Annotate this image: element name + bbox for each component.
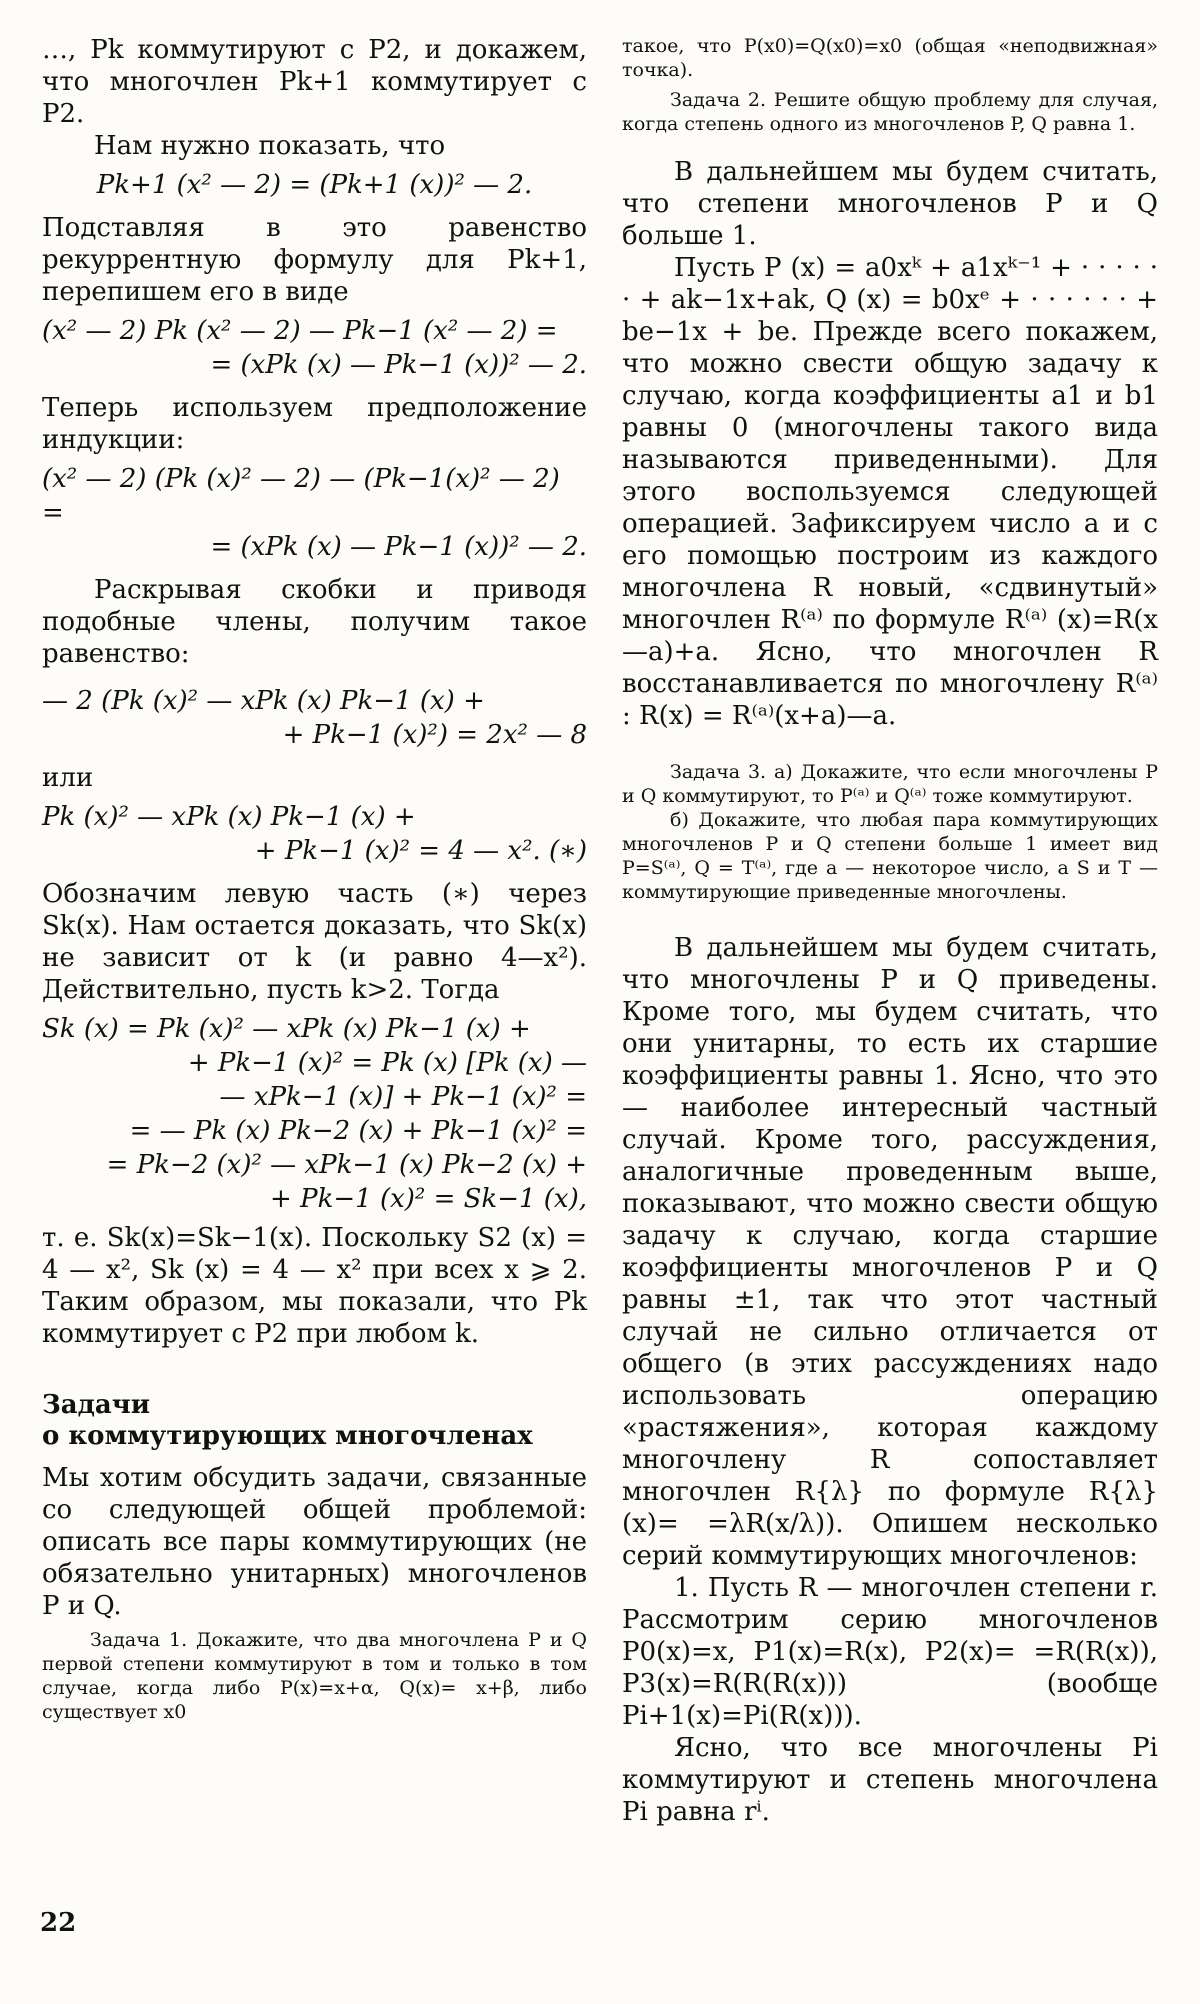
left-column xyxy=(42,34,587,1724)
task-3b: б) Докажите, что любая пара коммутирующих многочленов P и Q степени больше 1 имеет вид P=S⁽ᵃ⁾, Q = T⁽ᵃ⁾, где a — некоторое число, а S и T — коммутирующие приведенные многочлены. xyxy=(622,809,1158,903)
equation-5-line-1: Pk (x)² — xPk (x) Pk−1 (x) + xyxy=(42,802,416,832)
equation-1: Pk+1 (x² — 2) = (Pk+1 (x))² — 2. xyxy=(96,170,533,200)
paragraph-or: или xyxy=(42,763,94,793)
equation-6-line-3: — xPk−1 (x)] + Pk−1 (x)² = xyxy=(219,1082,587,1112)
equation-5-line-2: + Pk−1 (x)² = 4 — x². (∗) xyxy=(254,836,587,866)
paragraph-need-to-show: Нам нужно показать, что xyxy=(94,131,446,161)
right-column xyxy=(622,34,1158,1828)
section-heading-line-2: о коммутирующих многочленах xyxy=(42,1421,533,1451)
paragraph-reduced-unitary: В дальнейшем мы будем считать, что многочлены P и Q приведены. Кроме того, мы будем считать, что они унитарны, то есть их старшие коэффициенты равны 1. Ясно, что это — наиболее интересный частный случай. Кроме того, рассуждения, аналогичные проведенным выше, показывают, что можно свести общую задачу к случаю, когда старшие коэффициенты многочленов P и Q равны ±1, так что этот частный случай не сильно отличается от общего (в этих рассуждениях надо использовать операцию «растяжения», которая каждому многочлену R сопоставляет многочлен R{λ} по формуле R{λ} (x)= =λR(x/λ)). Опишем несколько серий коммутирующих многочленов: xyxy=(622,933,1158,1571)
paragraph-substituting: Подставляя в это равенство рекуррентную формулу для Pk+1, перепишем его в виде xyxy=(42,213,587,307)
equation-6-line-4: = — Pk (x) Pk−2 (x) + Pk−1 (x)² = xyxy=(129,1116,587,1146)
task-2: Задача 2. Решите общую проблему для случая, когда степень одного из многочленов P, Q равна 1. xyxy=(622,89,1158,135)
equation-2-line-2: = (xPk (x) — Pk−1 (x))² — 2. xyxy=(210,350,587,380)
equation-6-line-1: Sk (x) = Pk (x)² — xPk (x) Pk−1 (x) + xyxy=(42,1014,531,1044)
paragraph-induction-hypothesis: Теперь используем предположение индукции: xyxy=(42,393,587,455)
equation-6-line-6: + Pk−1 (x)² = Sk−1 (x), xyxy=(270,1184,587,1214)
paragraph-general-problem: Мы хотим обсудить задачи, связанные со следующей общей проблемой: описать все пары коммутирующих (не обязательно унитарных) многочленов P и Q. xyxy=(42,1463,587,1621)
task-1: Задача 1. Докажите, что два многочлена P и Q первой степени коммутируют в том и только в том случае, когда либо P(x)=x+α, Q(x)= x+β, либо существует x0 xyxy=(42,1629,587,1723)
section-heading-line-1: Задачи xyxy=(42,1390,151,1420)
paragraph-series-1-conclusion: Ясно, что все многочлены Pi коммутируют и степень многочлена Pi равна rⁱ. xyxy=(622,1733,1158,1827)
page-number: 22 xyxy=(40,1908,77,1938)
task-3a: Задача 3. а) Докажите, что если многочлены P и Q коммутируют, то P⁽ᵃ⁾ и Q⁽ᵃ⁾ тоже коммутируют. xyxy=(622,761,1158,807)
paragraph-conclusion: т. е. Sk(x)=Sk−1(x). Поскольку S2 (x) = 4 — x², Sk (x) = 4 — x² при всех x ⩾ 2. Таким образом, мы показали, что Pk коммутирует с P2 при любом k. xyxy=(42,1223,587,1349)
equation-6-line-2: + Pk−1 (x)² = Pk (x) [Pk (x) — xyxy=(187,1048,587,1078)
paragraph-induction-intro: …, Pk коммутируют с P2, и докажем, что многочлен Pk+1 коммутирует с P2. xyxy=(42,35,587,129)
paragraph-series-1: 1. Пусть R — многочлен степени r. Рассмотрим серию многочленов P0(x)=x, P1(x)=R(x), P2(x)= =R(R(x)), P3(x)=R(R(R(x))) (вообще Pi+1(x)=Pi(R(x))). xyxy=(622,1573,1158,1731)
paragraph-degrees-greater-than-one: В дальнейшем мы будем считать, что степени многочленов P и Q больше 1. xyxy=(622,157,1158,251)
paragraph-shift-operation: Пусть P (x) = a0xᵏ + a1xᵏ⁻¹ + · · · · · · + ak−1x+ak, Q (x) = b0xᵉ + · · · · · · + be−1x + be. Прежде всего покажем, что можно свести общую задачу к случаю, когда коэффициенты a1 и b1 равны 0 (многочлены такого вида называются приведенными). Для этого воспользуемся следующей операцией. Зафиксируем число a и с его помощью построим из каждого многочлена R новый, «сдвинутый» многочлен R⁽ᵃ⁾ по формуле R⁽ᵃ⁾ (x)=R(x—a)+a. Ясно, что многочлен R восстанавливается по многочлену R⁽ᵃ⁾ : R(x) = R⁽ᵃ⁾(x+a)—a. xyxy=(622,253,1158,731)
paragraph-denote-left-part: Обозначим левую часть (∗) через Sk(x). Нам остается доказать, что Sk(x) не зависит от k (и равно 4—x²). Действительно, пусть k>2. Тогда xyxy=(42,879,587,1005)
equation-4-line-1: — 2 (Pk (x)² — xPk (x) Pk−1 (x) + xyxy=(42,686,485,716)
task-1-continued: такое, что P(x0)=Q(x0)=x0 (общая «неподвижная» точка). xyxy=(622,35,1158,81)
equation-3-line-2: = (xPk (x) — Pk−1 (x))² — 2. xyxy=(210,532,587,562)
equation-3-line-1: (x² — 2) (Pk (x)² — 2) — (Pk−1(x)² — 2) = xyxy=(42,464,560,528)
equation-4-line-2: + Pk−1 (x)²) = 2x² — 8 xyxy=(282,720,587,750)
equation-6-line-5: = Pk−2 (x)² — xPk−1 (x) Pk−2 (x) + xyxy=(106,1150,587,1180)
equation-2-line-1: (x² — 2) Pk (x² — 2) — Pk−1 (x² — 2) = xyxy=(42,316,558,346)
paragraph-expanding: Раскрывая скобки и приводя подобные члены, получим такое равенство: xyxy=(42,575,587,669)
